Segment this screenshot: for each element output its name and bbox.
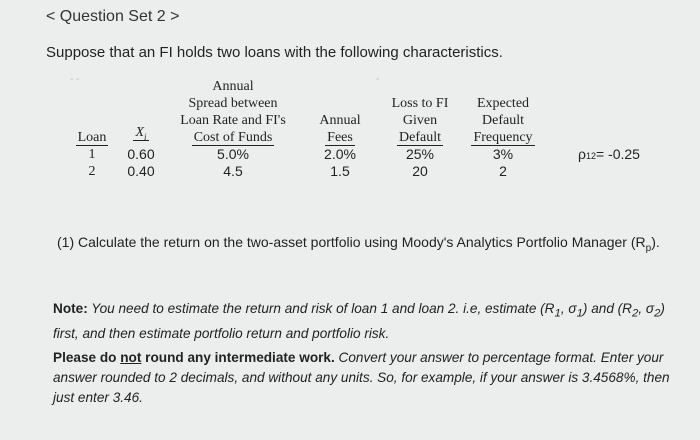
cell-loan: 2 xyxy=(88,164,96,179)
dash-mark: - xyxy=(376,74,380,85)
cell-spread: 5.0% xyxy=(217,146,249,162)
cell-fees: 1.5 xyxy=(330,163,350,179)
cell-x: 0.60 xyxy=(127,146,155,162)
cell-spread: 4.5 xyxy=(223,163,243,179)
question-set-title: Question Set 2 xyxy=(59,8,166,25)
question-set-nav xyxy=(46,8,179,26)
header-loan: Loan xyxy=(77,130,107,145)
header-lgd: Loss to FI Given Default xyxy=(391,96,449,145)
next-question-button[interactable]: > xyxy=(170,8,180,25)
intro-text: Suppose that an FI holds two loans with the following characteristics. xyxy=(46,44,503,61)
table-header-row xyxy=(70,78,548,146)
correlation-value: ρ12= -0.25 xyxy=(578,146,640,162)
cell-edf: 2 xyxy=(499,163,507,179)
note-text: Note: You need to estimate the return and risk of loan 1 and loan 2. i.e, estimate ($R_1$, $\sigma_1$) and ($R_2$, $\sigma_2$) first, and then estimate portfolio return and portfolio risk. xyxy=(53,301,665,341)
cell-lgd: 25% xyxy=(405,146,435,162)
header-fees: Annual Fees xyxy=(319,113,361,145)
loan-table xyxy=(70,78,548,180)
header-x: $X_i$ xyxy=(135,125,147,142)
instruction-text: Please do not round any intermediate work. Convert your answer to percentage format. Enter your answer rounded to 2 decimals, and without any units. So, for example, if your answer is 3.4568%, then just enter 3.46. xyxy=(53,350,670,405)
cell-edf: 3% xyxy=(492,146,514,162)
header-spread: Annual Spread between Loan Rate and FI's Cost of Funds xyxy=(180,79,286,145)
question-text: (1) Calculate the return on the two-asset portfolio using Moody's Analytics Portfolio Manager $(R_p)$. xyxy=(57,234,660,254)
prev-question-button[interactable]: < xyxy=(46,8,56,25)
header-edf: Expected Default Frequency xyxy=(473,96,533,145)
table-row xyxy=(70,163,548,180)
cell-fees: 2.0% xyxy=(324,146,356,162)
cell-x: 0.40 xyxy=(127,163,155,179)
table-row xyxy=(70,146,548,163)
cell-loan: 1 xyxy=(88,147,96,162)
dash-mark: - - xyxy=(70,74,80,85)
cell-lgd: 20 xyxy=(412,163,428,179)
